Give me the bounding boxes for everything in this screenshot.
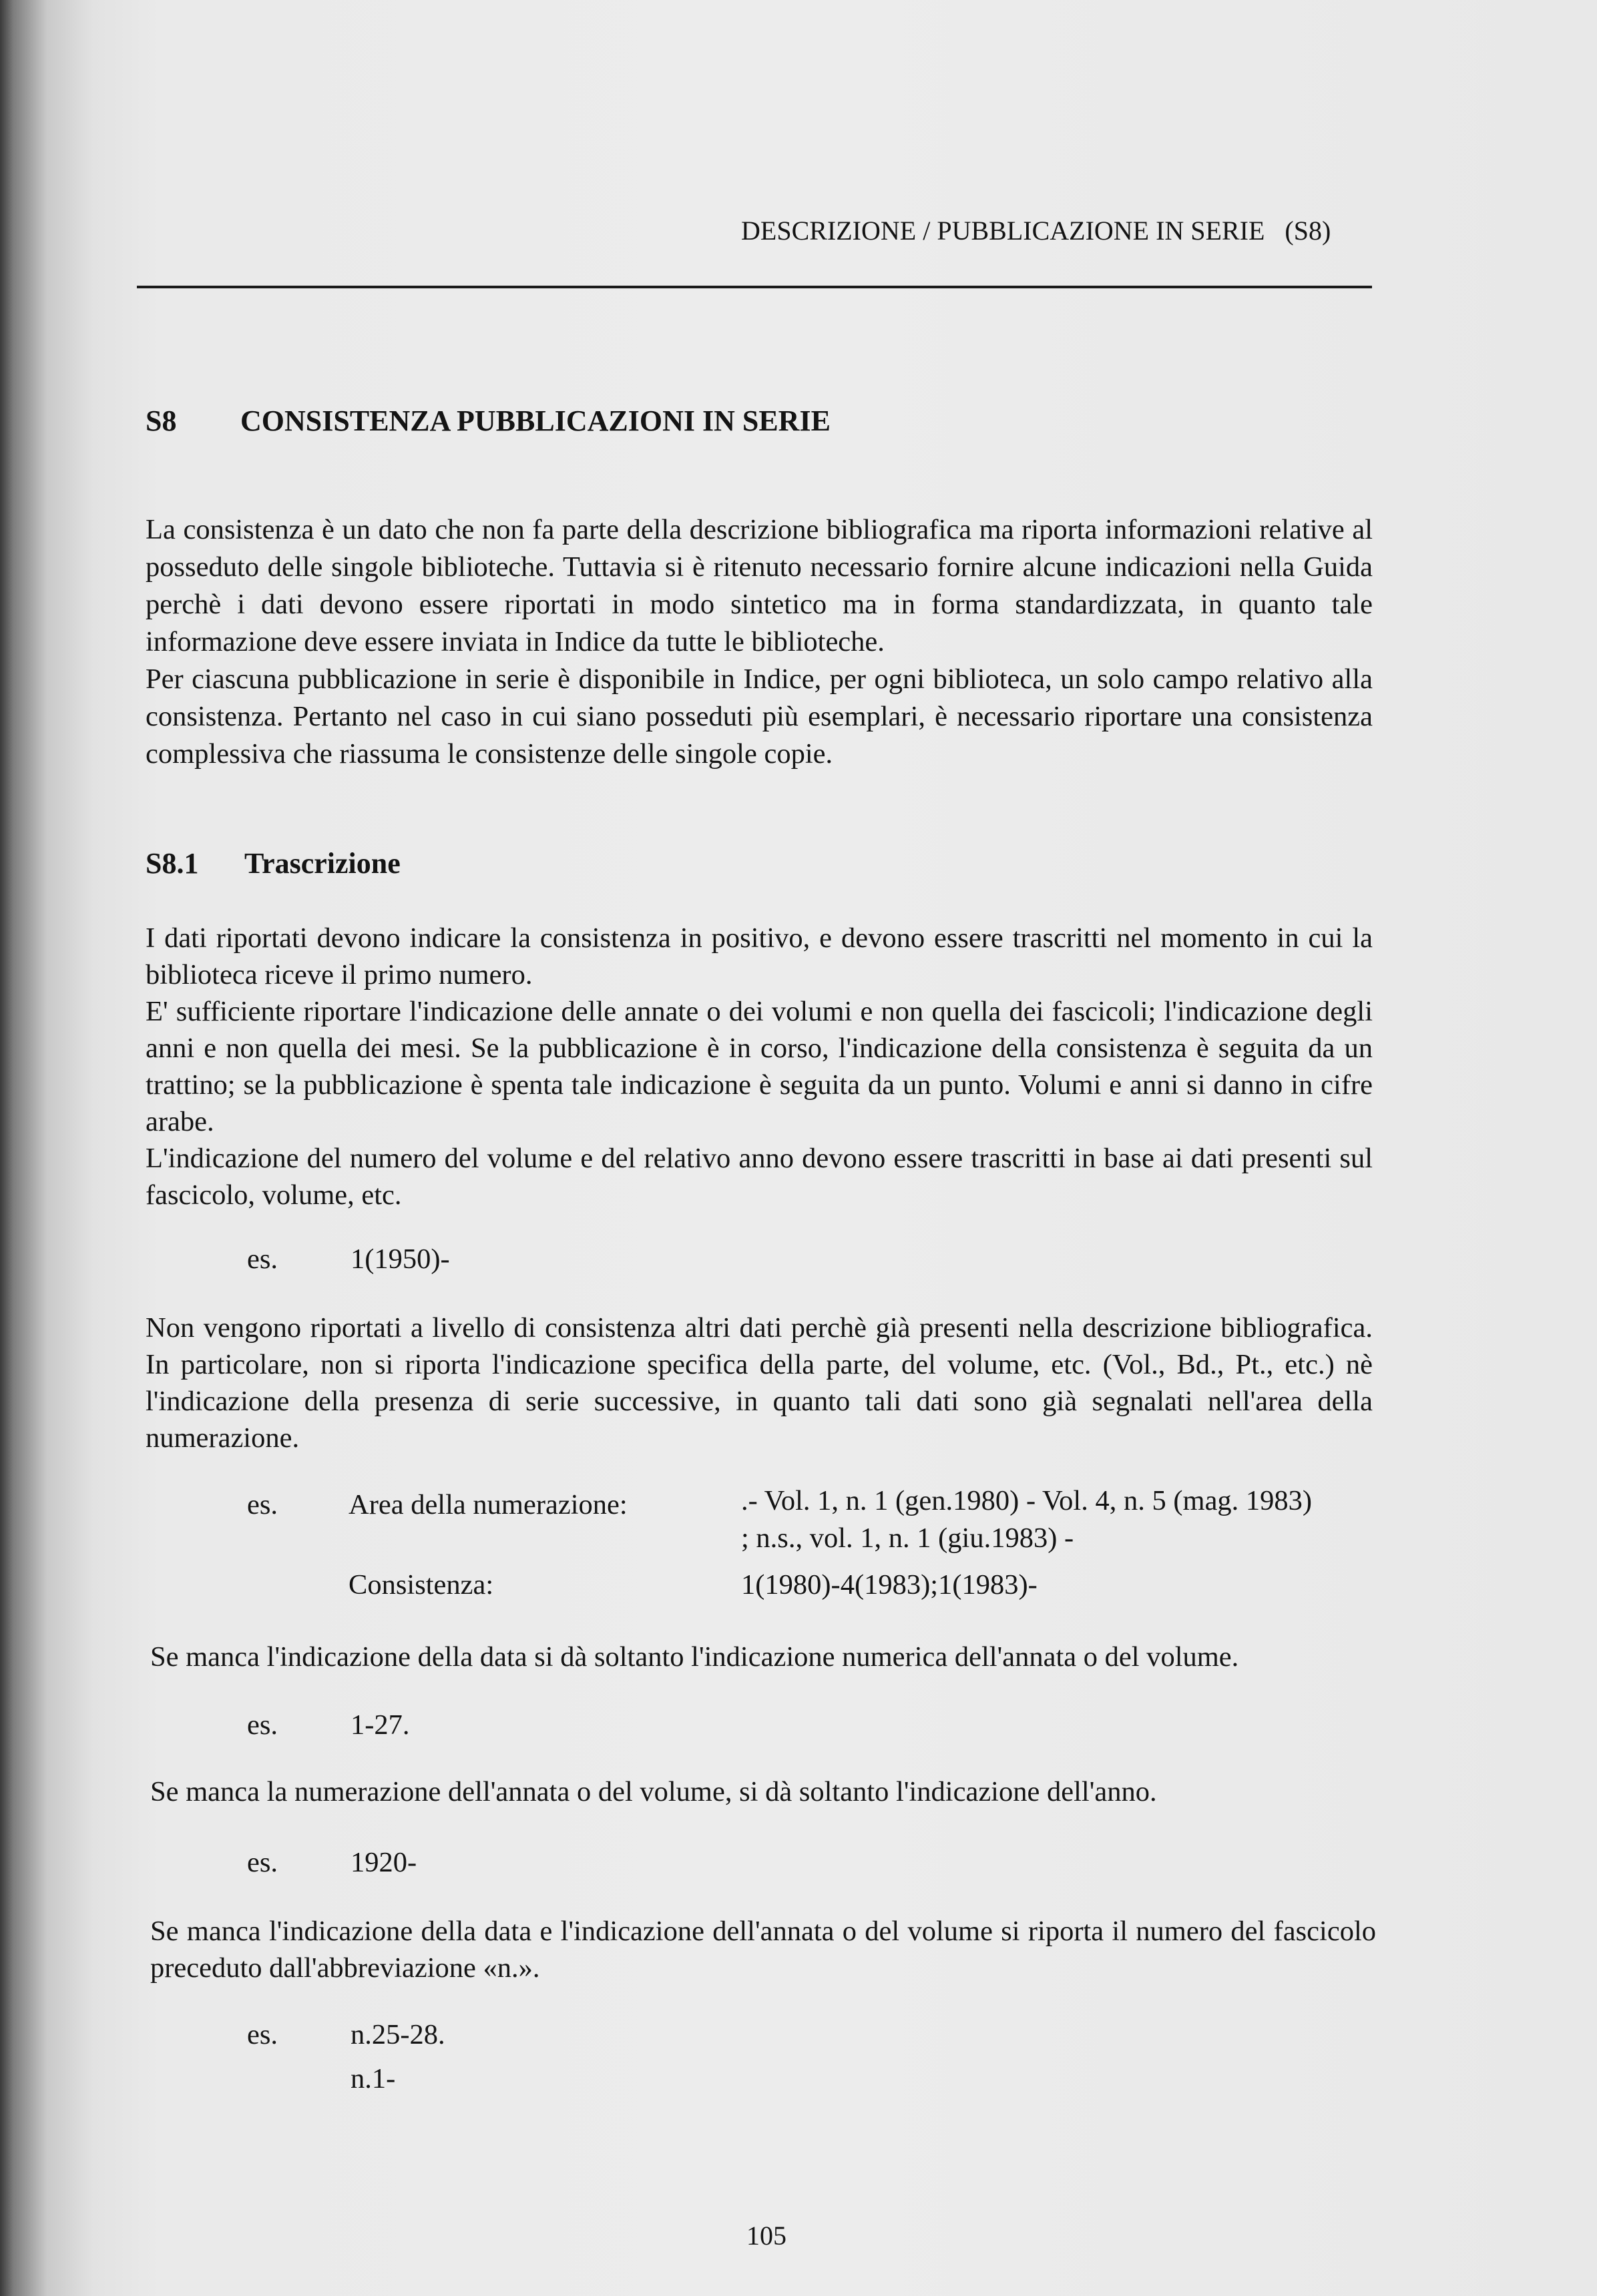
- paragraph-2: E' sufficiente riportare l'indicazione delle annate o dei volumi e non quella dei fascicoli; l'indicazione degli anni e non quella dei mesi. Se la pubblicazione è in corso, l'indicazione della consistenza è seguita da un trattino; se la pubblicazione è spenta tale indicazione è seguita da un punto. Volumi e anni si danno in cifre arabe.: [146, 996, 1373, 1137]
- example-label: es.: [247, 1243, 278, 1275]
- section-title: CONSISTENZA PUBBLICAZIONI IN SERIE: [240, 404, 831, 437]
- example-label: es.: [247, 1709, 278, 1741]
- example-value: 1(1950)-: [351, 1243, 450, 1275]
- paragraph-5: Se manca l'indicazione della data si dà soltanto l'indicazione numerica dell'annata o del volume.: [150, 1641, 1239, 1673]
- example-value: 1-27.: [351, 1709, 410, 1741]
- paragraph-7: Se manca l'indicazione della data e l'indicazione dell'annata o del volume si riporta il numero del fascicolo preceduto dall'abbreviazione «n.».: [150, 1916, 1376, 1984]
- intro-paragraph-2: Per ciascuna pubblicazione in serie è disponibile in Indice, per ogni biblioteca, un solo campo relativo alla consistenza. Pertanto nel caso in cui siano posseduti più esemplari, è necessario riportare una consistenza complessiva che riassuma le consistenze delle singole copie.: [146, 663, 1373, 770]
- area-value-line2: ; n.s., vol. 1, n. 1 (giu.1983) -: [741, 1522, 1074, 1554]
- area-value-line1: .- Vol. 1, n. 1 (gen.1980) - Vol. 4, n. 5 (mag. 1983): [741, 1485, 1313, 1516]
- paragraph-3: L'indicazione del numero del volume e del relativo anno devono essere trascritti in base ai dati presenti sul fascicolo, volume, etc.: [146, 1143, 1373, 1211]
- example-value: 1920-: [351, 1847, 417, 1878]
- example-value: n.1-: [351, 2063, 396, 2094]
- section-number: S8: [146, 404, 177, 437]
- paragraph-6: Se manca la numerazione dell'annata o del volume, si dà soltanto l'indicazione dell'anno.: [150, 1776, 1157, 1807]
- consistency-label: Consistenza:: [349, 1569, 494, 1601]
- consistency-value: 1(1980)-4(1983);1(1983)-: [741, 1569, 1038, 1601]
- example-label: es.: [247, 2019, 278, 2050]
- page-number: 105: [746, 2221, 786, 2251]
- header-divider: [137, 286, 1372, 288]
- running-header: [741, 215, 1331, 246]
- subsection-title: Trascrizione: [244, 847, 401, 880]
- subsection-number: S8.1: [146, 847, 199, 880]
- section-code: (S8): [1285, 216, 1331, 246]
- example-label: es.: [247, 1489, 278, 1520]
- paragraph-1: I dati riportati devono indicare la consistenza in positivo, e devono essere trascritti nel momento in cui la biblioteca riceve il primo numero.: [146, 922, 1373, 990]
- example-value: n.25-28.: [351, 2019, 445, 2050]
- area-label: Area della numerazione:: [349, 1489, 628, 1520]
- running-title: DESCRIZIONE / PUBBLICAZIONE IN SERIE: [741, 216, 1265, 246]
- example-label: es.: [247, 1847, 278, 1878]
- intro-paragraph-1: La consistenza è un dato che non fa parte della descrizione bibliografica ma riporta informazioni relative al posseduto delle singole biblioteche. Tuttavia si è ritenuto necessario fornire alcune indicazioni nella Guida perchè i dati devono essere riportati in modo sintetico ma in forma standardizzata, in quanto tale informazione deve essere inviata in Indice da tutte le biblioteche.: [146, 514, 1373, 657]
- paragraph-4: Non vengono riportati a livello di consistenza altri dati perchè già presenti nella descrizione bibliografica. In particolare, non si riporta l'indicazione specifica della parte, del volume, etc. (Vol., Bd., Pt., etc.) nè l'indicazione della presenza di serie successive, in quanto tali dati sono già segnalati nell'area della numerazione.: [146, 1312, 1373, 1454]
